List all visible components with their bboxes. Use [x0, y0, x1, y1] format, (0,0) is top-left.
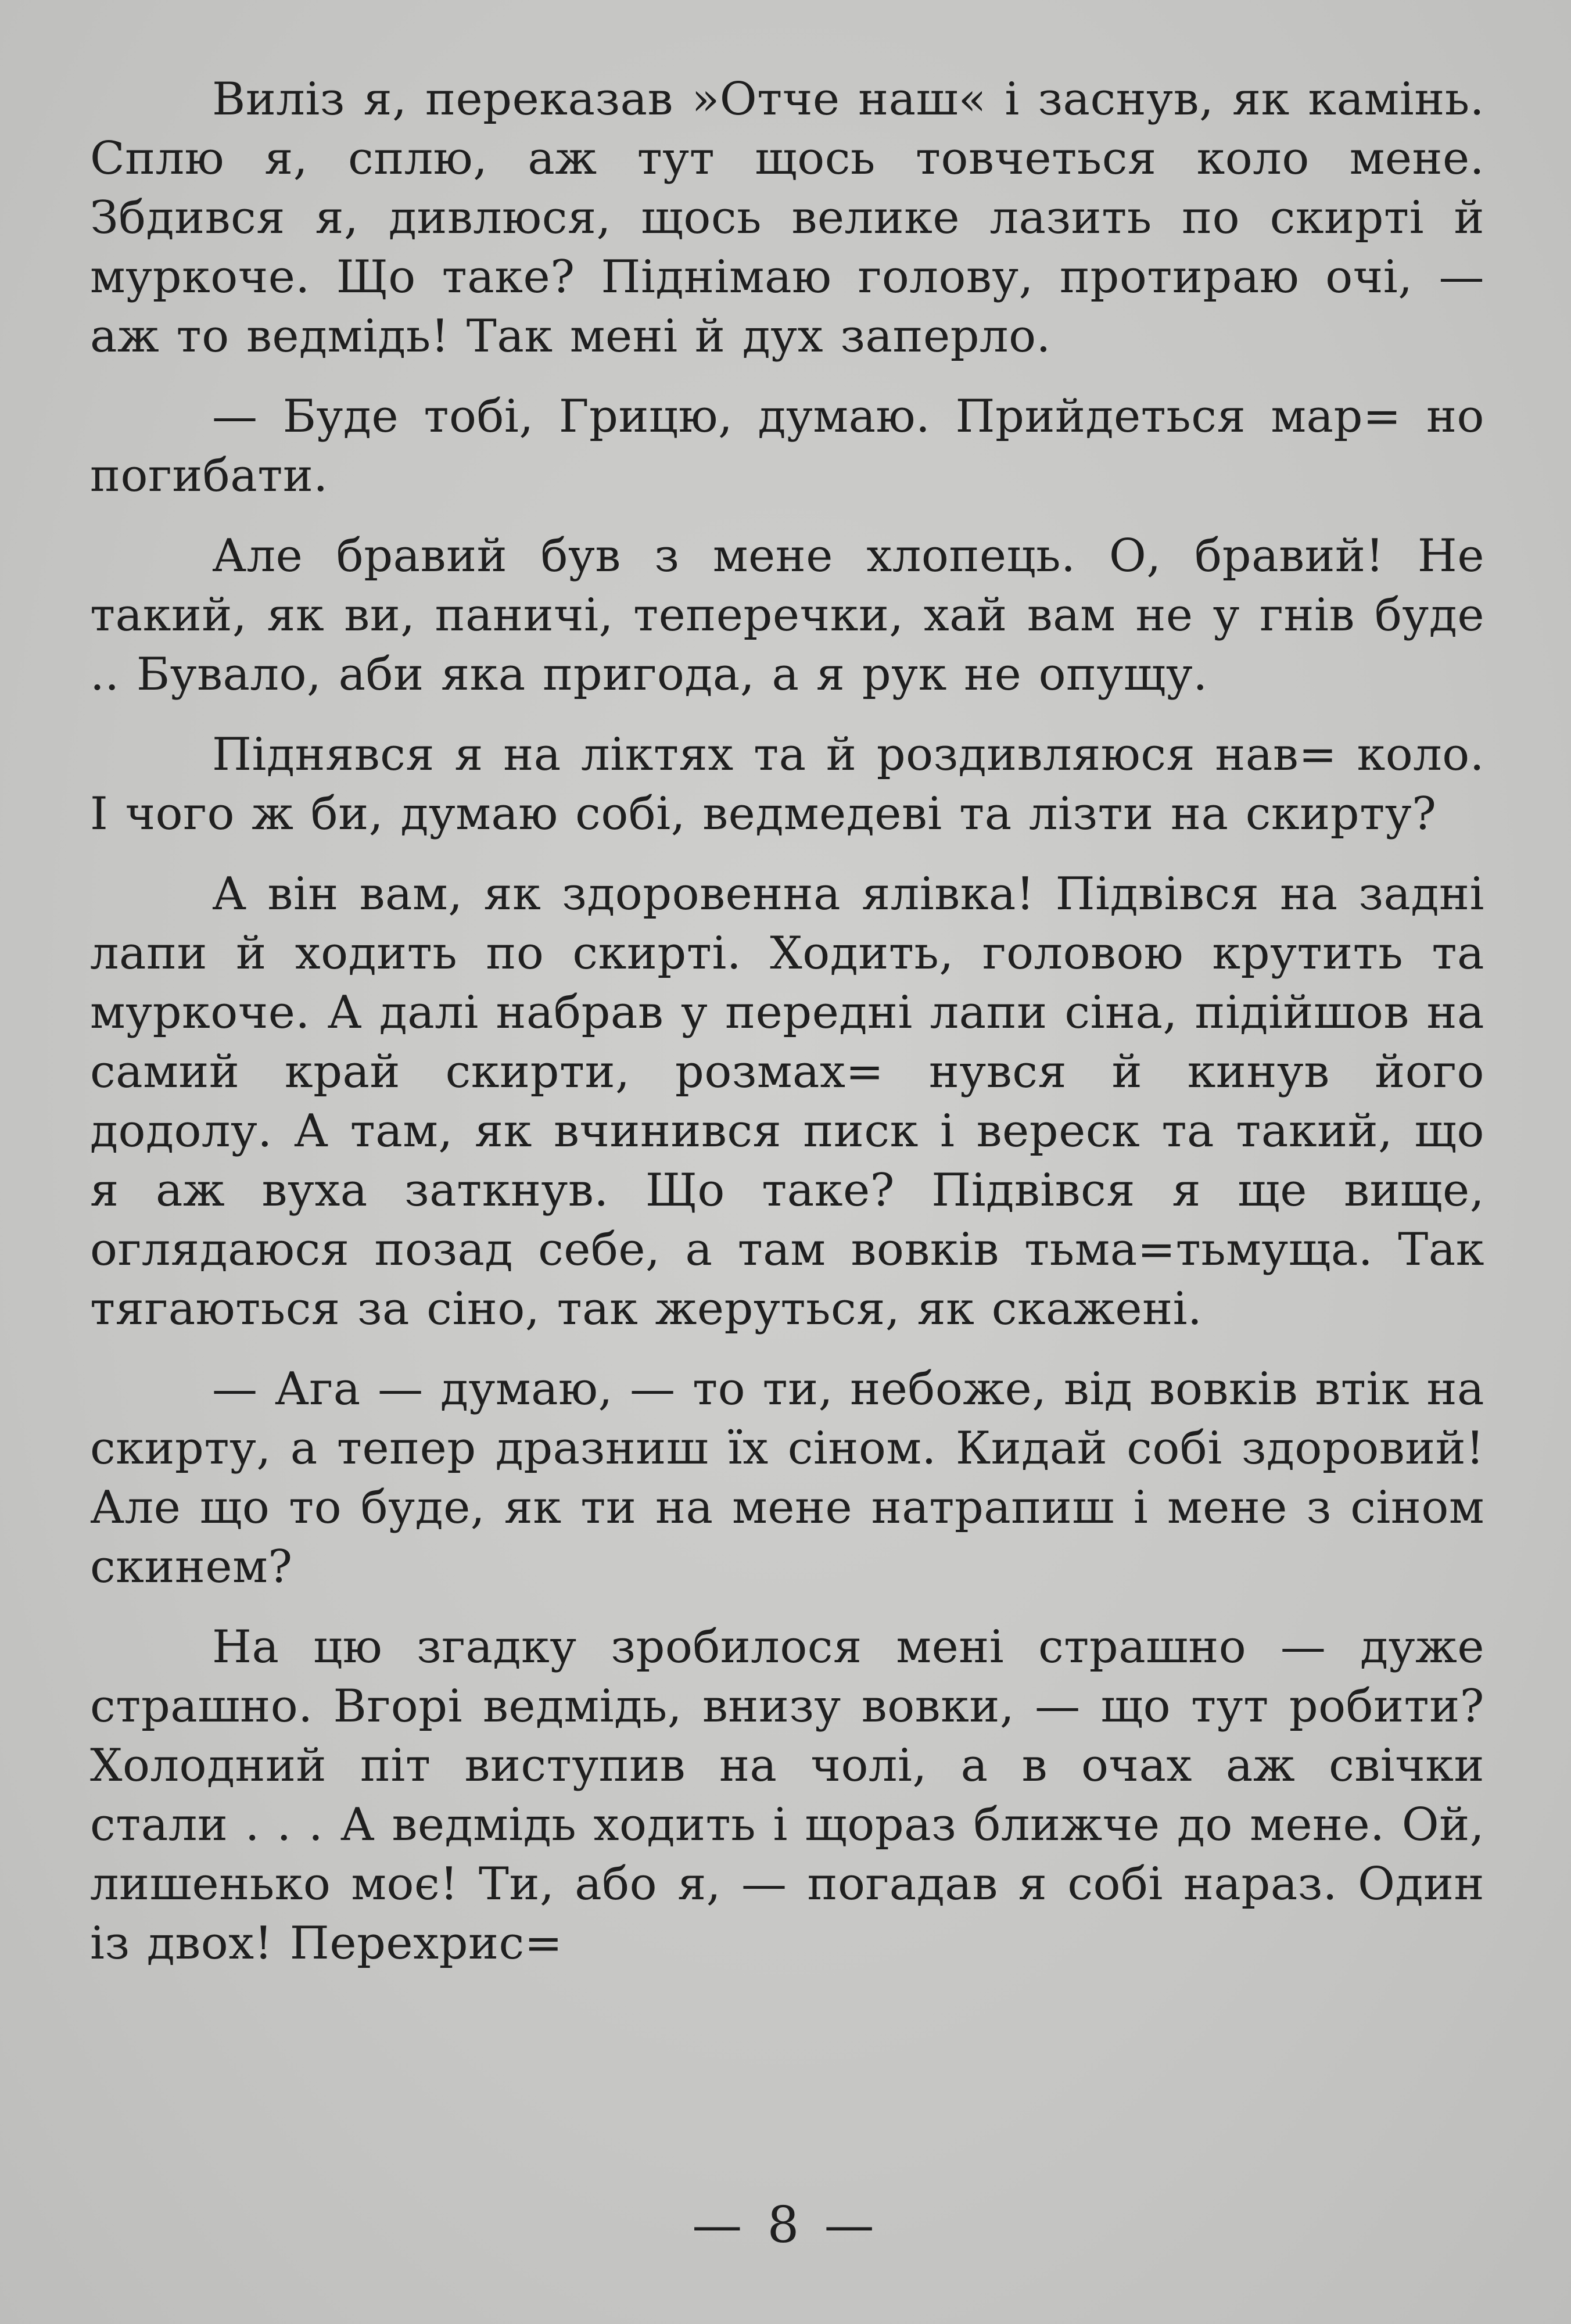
paragraph: Виліз я, переказав »Отче наш« і заснув, як камінь. Сплю я, сплю, аж тут щось товчеться коло мене. Збдився я, дивлюся, щось велике лазить по скирті й муркоче. Що таке? Піднімаю голову, протираю очі, — аж то ведмідь! Так мені й дух заперло. [90, 73, 1484, 363]
paragraph: На цю згадку зробилося мені страшно — дуже страшно. Вгорі ведмідь, внизу вовки, — що тут робити? Холодний піт виступив на чолі, а в очах аж свічки стали . . . А ведмідь ходить і щораз ближче до мене. Ой, лишенько моє! Ти, або я, — погадав я собі нараз. Один із двох! Перехрис= [90, 1621, 1484, 1970]
paragraph: Але бравий був з мене хлопець. О, бравий! Не такий, як ви, паничі, теперечки, хай вам не у гнів буде .. Бувало, аби яка пригода, а я рук не опущу. [90, 530, 1484, 701]
paragraph: Піднявся я на ліктях та й роздивляюся нав= коло. І чого ж би, думаю собі, ведмедеві та лізти на скирту? [90, 729, 1484, 840]
paragraph: — Ага — думаю, — то ти, небоже, від вовків втік на скирту, а тепер дразниш їх сіном. Кидай собі здоровий! Але що то буде, як ти на мене натрапиш і мене з сіном скинем? [90, 1363, 1484, 1593]
page-number: — 8 — [692, 2196, 879, 2254]
paragraph: А він вам, як здоровенна ялівка! Підвівся на задні лапи й ходить по скирті. Ходить, головою крутить та муркоче. А далі набрав у передні лапи сіна, підійшов на самий край скирти, розмах= нувся й кинув його додолу. А там, як вчинився писк і вереск та такий, що я аж вуха заткнув. Що таке? Підвівся я ще вище, оглядаюся позад себе, а там вовків тьма=тьмуща. Так тягаються за сіно, так жеруться, як скажені. [90, 868, 1484, 1335]
paragraph: — Буде тобі, Грицю, думаю. Прийдеться мар= но погибати. [90, 390, 1484, 502]
body-text [90, 70, 1484, 1994]
